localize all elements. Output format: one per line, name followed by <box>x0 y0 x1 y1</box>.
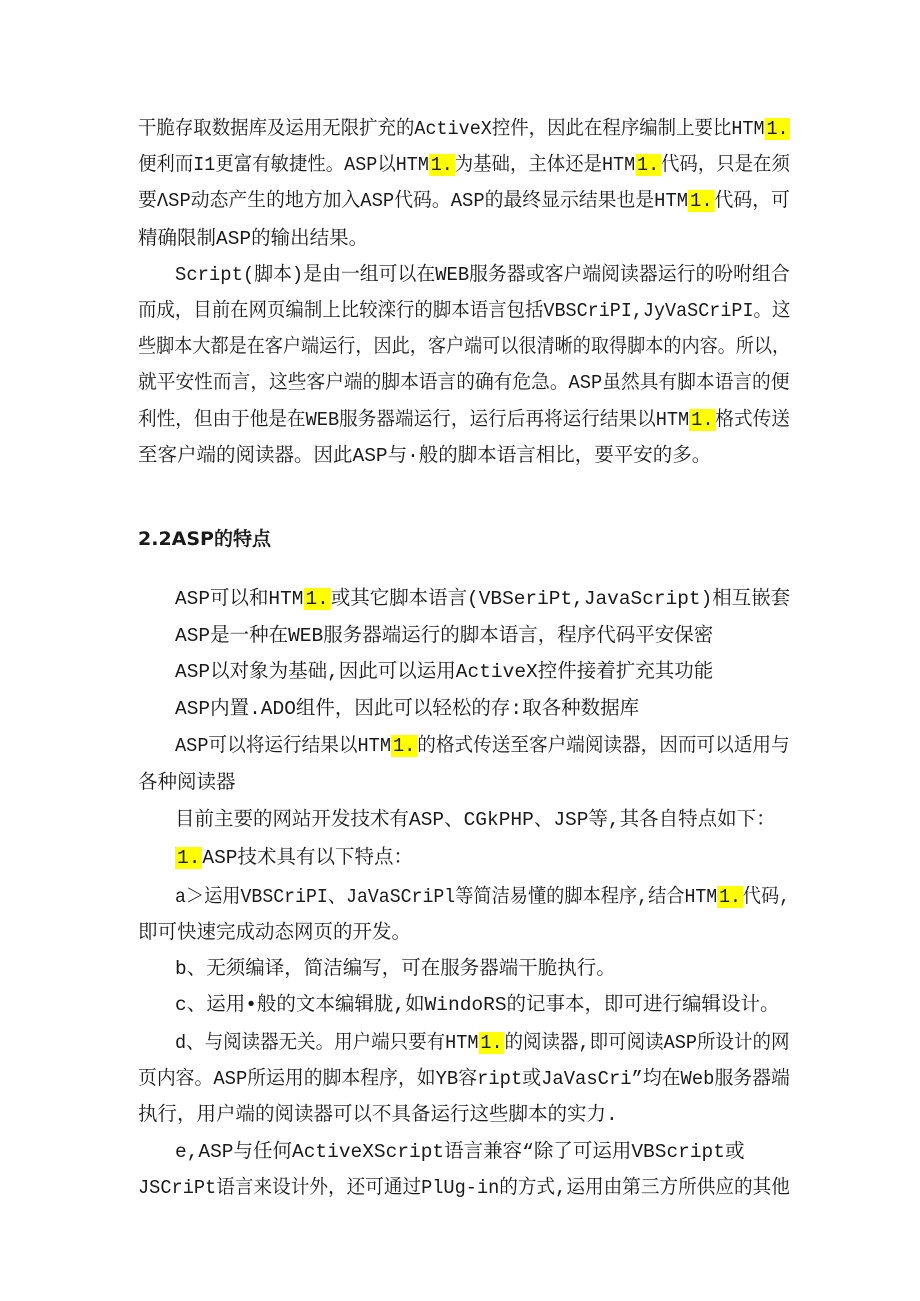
text-line: ASP以对象为基础,因此可以运用ActiveX控件接着扩充其功能 <box>175 661 714 683</box>
highlight-mark: 1. <box>637 154 660 176</box>
text-span: 代码，只是在须 <box>661 154 790 176</box>
text-line: 些脚本大都是在客户端运行，因此，客户端可以很清晰的取得脚本的内容。所以， <box>138 336 791 358</box>
highlight-mark: 1. <box>690 190 713 212</box>
highlight-mark: 1. <box>766 118 789 140</box>
text-line: c、运用•般的文本编辑胧,如WindoRS的记事本，即可进行编辑设计。 <box>175 994 780 1016</box>
text-span: 的格式传送至客户端阅读器，因而可以适用与 <box>417 735 790 757</box>
text-line: 目前主要的网站开发技术有ASP、CGkPHP、JSP等,其各自特点如下： <box>175 809 776 831</box>
text-span: 便利而I1更富有敏捷性。ASP以HTM <box>138 154 429 176</box>
text-span: 代码，可 <box>714 190 790 212</box>
text-span: a＞运用VBSCriPI、JaVaSCriPl等简洁易懂的脚本程序,结合HTM <box>175 886 718 908</box>
text-line: Script(脚本)是由一组可以在WEB服务器或客户端阅读器运行的吩咐组合 <box>175 264 790 286</box>
text-line: e,ASP与任何ActiveXScript语言兼容“除了可运用VBScript或 <box>175 1141 745 1163</box>
section-heading: 2.2ASP的特点 <box>138 528 271 550</box>
text-span: 格式传送 <box>715 409 790 431</box>
text-span: 利性，但由于他是在WEB服务器端运行，运行后再将运行结果以HTM <box>138 409 690 431</box>
text-span: ASP技术具有以下特点： <box>202 847 414 869</box>
text-line: ASP是一种在WEB服务器端运行的脚本语言，程序代码平安保密 <box>175 625 714 647</box>
text-line: 而成，目前在网页编制上比较滦行的脚本语言包括VBSCriPI,JyVaSCriPI。这 <box>138 300 791 322</box>
text-span: 要ΛSP动态产生的地方加入ASP代码。ASP的最终显示结果也是HTM <box>138 190 689 212</box>
text-span: ASP可以和HTM <box>175 588 304 610</box>
text-line <box>138 407 790 433</box>
text-line <box>175 1030 790 1056</box>
text-span: 干脆存取数据库及运用无限扩充的ActiveX控件，因此在程序编制上要比HTM <box>138 118 765 140</box>
text-line: 页内容。ASP所运用的脚本程序，如YB容ript或JaVasCri”均在Web服务器端 <box>138 1068 790 1090</box>
text-line: b、无须编译，简洁编写，可在服务器端干脆执行。 <box>175 958 616 980</box>
text-line <box>175 586 790 612</box>
text-line: 精确限制ASP的输出结果。 <box>138 228 369 250</box>
text-line: JSCriPt语言来设计外，还可通过PlUg-in的方式,运用由第三方所供应的其他 <box>138 1177 790 1199</box>
text-line <box>175 845 413 871</box>
highlight-mark: 1. <box>305 588 329 610</box>
highlight-mark: 1. <box>480 1032 503 1054</box>
text-line: 至客户端的阅读器。因此ASP与·般的脚本语言相比，要平安的多。 <box>138 445 712 467</box>
text-line <box>138 188 790 214</box>
highlight-mark: 1. <box>691 409 714 431</box>
text-line: ASP内置.ADO组件，因此可以轻松的存:取各种数据库 <box>175 698 640 720</box>
text-span: d、与阅读器无关。用户端只要有HTM <box>175 1032 479 1054</box>
highlight-mark: 1. <box>177 847 201 869</box>
text-line <box>175 733 790 759</box>
highlight-mark: 1. <box>719 886 741 908</box>
highlight-mark: 1. <box>392 735 416 757</box>
text-line: 执行，用户端的阅读器可以不具备运行这些脚本的实力. <box>138 1104 618 1126</box>
text-span: 代码, <box>742 886 791 908</box>
text-span: 为基础，主体还是HTM <box>454 154 636 176</box>
text-span: ASP可以将运行结果以HTM <box>175 735 392 757</box>
text-line: 即可快速完成动态网页的开发。 <box>138 922 412 944</box>
text-line: 就平安性而言，这些客户端的脚本语言的确有危急。ASP虽然具有脚本语言的便 <box>138 372 790 394</box>
text-span: 的阅读器,即可阅读ASP所设计的网 <box>504 1032 790 1054</box>
text-line <box>138 152 790 178</box>
highlight-mark: 1. <box>430 154 453 176</box>
text-span: 或其它脚本语言(VBSeriPt,JavaScript)相互嵌套 <box>330 588 791 610</box>
text-line: 各种阅读器 <box>138 772 236 794</box>
text-line <box>175 884 790 910</box>
text-line <box>138 116 790 142</box>
